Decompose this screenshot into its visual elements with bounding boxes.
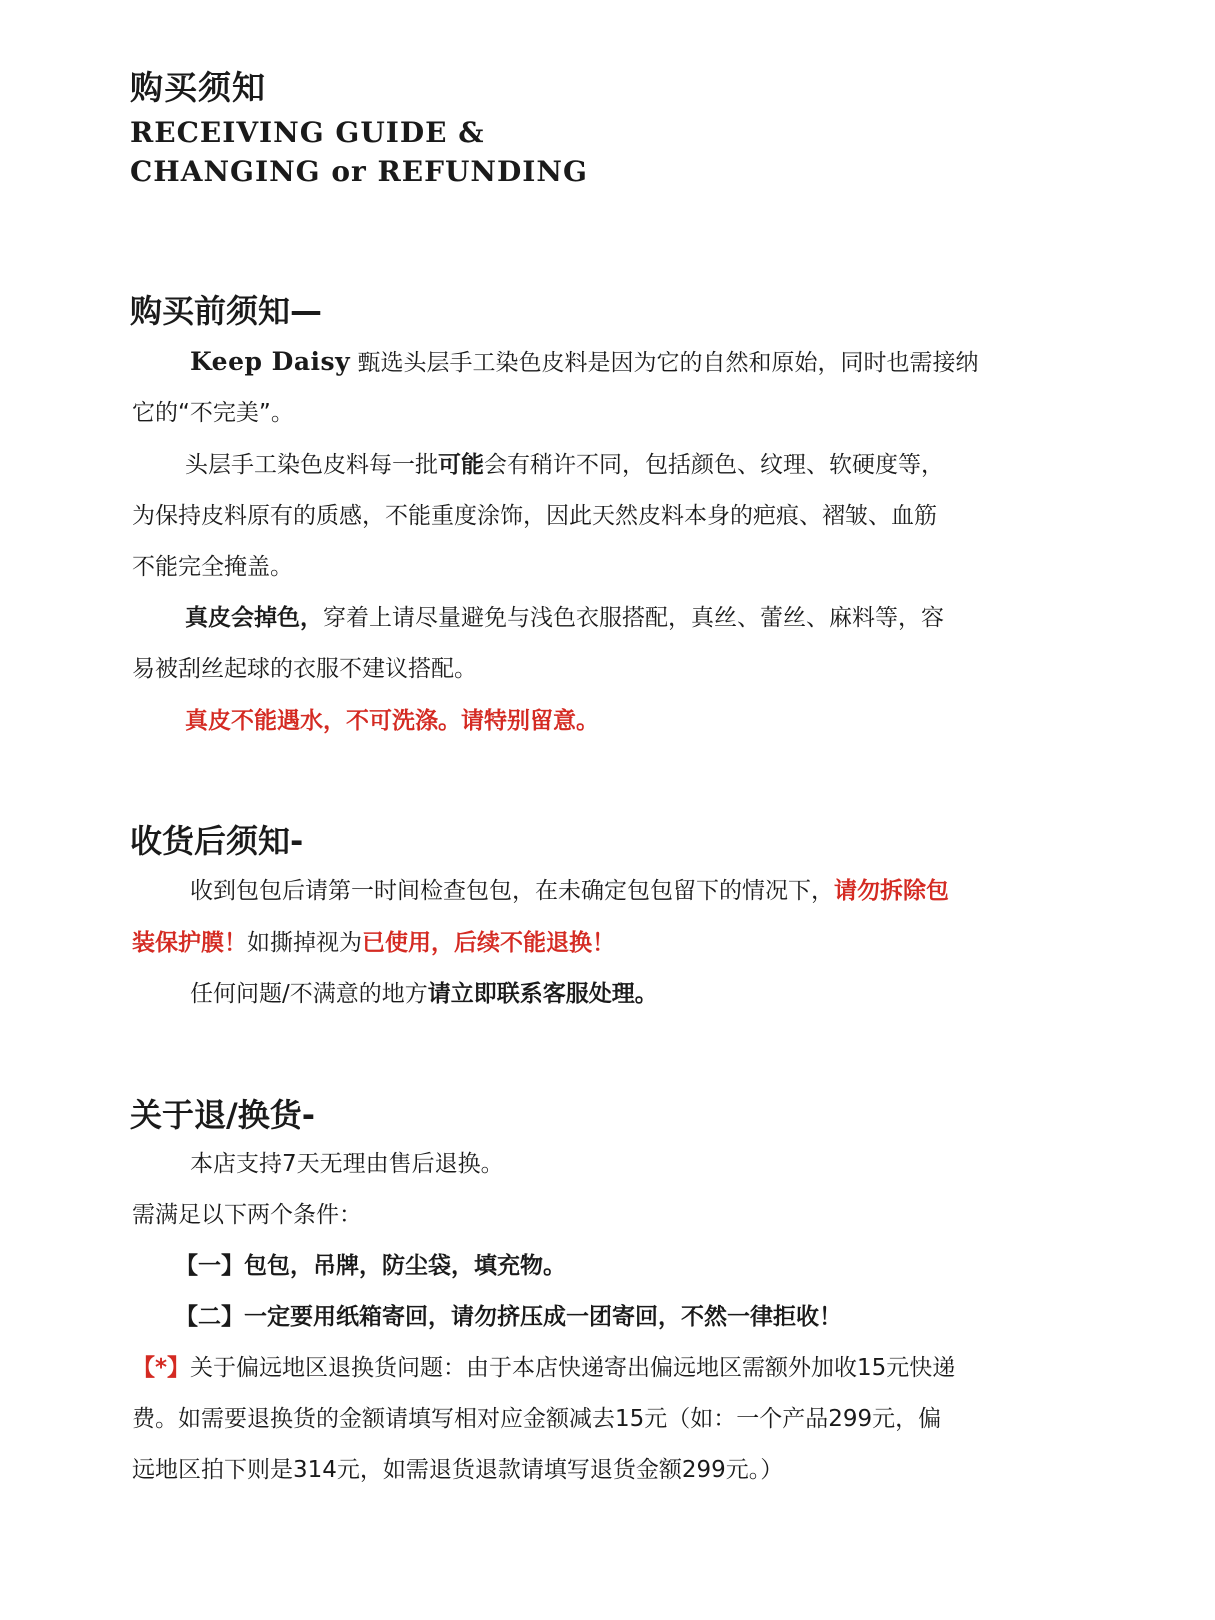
paragraph-line	[190, 979, 658, 1009]
condition-item-2: 【二】一定要用纸箱寄回，请勿挤压成一团寄回，不然一律拒收！	[175, 1304, 842, 1330]
warning-text: 请勿拆除包	[834, 878, 949, 904]
section-title-after-receiving: 收货后须知-	[130, 822, 304, 860]
english-title-line-1: RECEIVING GUIDE &	[130, 116, 485, 149]
paragraph-line: 远地区拍下则是314元，如需退货退款请填写退货金额299元。）	[132, 1457, 784, 1483]
brand-name: Keep Daisy	[190, 347, 351, 376]
emphasis-text: 请立即联系客服处理。	[427, 981, 658, 1007]
text-span: 甄选头层手工染色皮料是因为它的自然和原始，同时也需接纳	[350, 350, 979, 376]
paragraph-line	[132, 1353, 955, 1383]
paragraph-line	[185, 450, 944, 480]
paragraph-line: 本店支持7天无理由售后退换。	[190, 1151, 504, 1177]
paragraph-line: 费。如需要退换货的金额请填写相对应金额减去15元（如：一个产品299元，偏	[132, 1406, 942, 1432]
note-marker: 【*】	[132, 1355, 191, 1381]
english-title-line-2: CHANGING or REFUNDING	[130, 155, 588, 188]
text-span: 如撕掉视为	[247, 930, 362, 956]
text-span: 穿着上请尽量避免与浅色衣服搭配，真丝、蕾丝、麻料等，容	[323, 605, 944, 631]
text-span: 关于偏远地区退换货问题：由于本店快递寄出偏远地区需额外加收15元快递	[190, 1355, 956, 1381]
paragraph-line: 易被刮丝起球的衣服不建议搭配。	[132, 656, 477, 682]
paragraph-line: 不能完全掩盖。	[132, 554, 293, 580]
text-span: 头层手工染色皮料每一批	[185, 452, 438, 478]
page-title: 购买须知	[130, 68, 266, 107]
paragraph-line: 它的“不完美”。	[132, 400, 294, 426]
paragraph-line	[132, 928, 615, 958]
condition-item-1: 【一】包包，吊牌，防尘袋，填充物。	[175, 1253, 566, 1279]
text-span: 会有稍许不同，包括颜色、纹理、软硬度等，	[484, 452, 944, 478]
section-title-before-purchase: 购买前须知—	[130, 292, 323, 330]
emphasis-text: 真皮会掉色，	[185, 605, 323, 631]
text-span: 任何问题/不满意的地方	[190, 981, 428, 1007]
text-span: 收到包包后请第一时间检查包包，在未确定包包留下的情况下，	[190, 878, 834, 904]
section-title-returns: 关于退/换货-	[130, 1096, 315, 1134]
warning-text: 装保护膜！	[132, 930, 247, 956]
paragraph-line	[185, 603, 944, 633]
paragraph-line	[190, 347, 978, 378]
paragraph-line	[190, 876, 949, 906]
warning-text: 已使用，后续不能退换！	[362, 930, 615, 956]
water-warning: 真皮不能遇水，不可洗涤。请特别留意。	[185, 708, 599, 734]
paragraph-line: 需满足以下两个条件：	[132, 1202, 362, 1228]
emphasis-text: 可能	[438, 452, 484, 478]
paragraph-line: 为保持皮料原有的质感，不能重度涂饰，因此天然皮料本身的疤痕、褶皱、血筋	[132, 503, 937, 529]
